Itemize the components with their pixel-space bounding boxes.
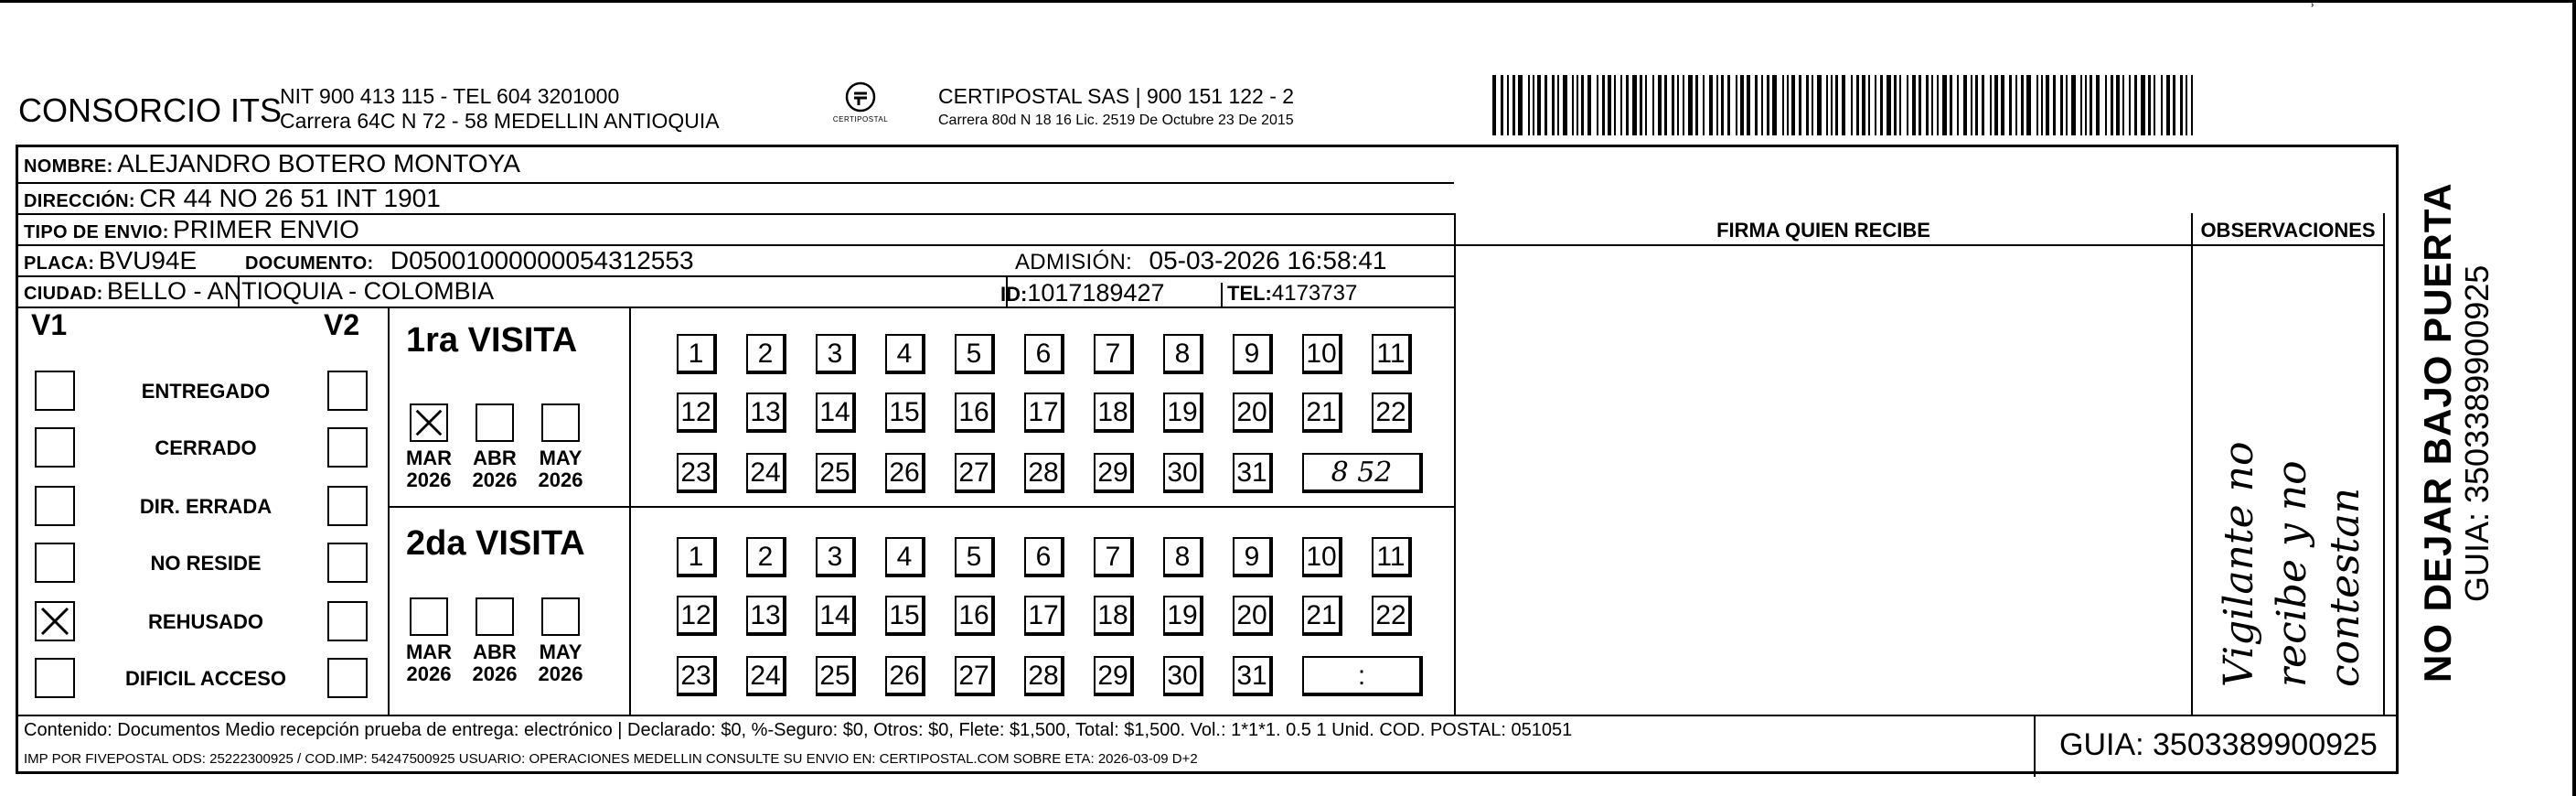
day-box[interactable]: 4 xyxy=(885,537,925,577)
day-box[interactable]: 15 xyxy=(885,596,925,636)
tel-divider xyxy=(1221,283,1223,307)
barcode-bar xyxy=(1664,75,1667,135)
day-box[interactable]: 3 xyxy=(816,537,856,577)
barcode-bar xyxy=(2186,75,2187,135)
day-box[interactable]: 18 xyxy=(1094,596,1134,636)
day-box[interactable]: 25 xyxy=(816,453,856,493)
company-nit-line: NIT 900 413 115 - TEL 604 3201000 xyxy=(280,84,620,108)
day-box[interactable]: 8 xyxy=(1163,537,1203,577)
barcode-bar xyxy=(2080,75,2082,135)
barcode-bar xyxy=(2071,75,2076,135)
barcode-bar xyxy=(2046,75,2049,135)
v1-checkbox[interactable] xyxy=(35,371,75,411)
month-checkbox[interactable] xyxy=(410,597,448,636)
barcode-bar xyxy=(2021,75,2024,135)
barcode-bar xyxy=(1632,75,1637,135)
barcode-bar xyxy=(2009,75,2012,135)
day-box[interactable]: 21 xyxy=(1302,596,1342,636)
day-box[interactable]: 27 xyxy=(955,656,995,696)
barcode-bar xyxy=(2154,75,2155,135)
footer-contents: Contenido: Documentos Medio recepción prueba de entrega: electrónico | Declarado: $0, %-Seguro: $0, Otros: $0, Flete: $1,500, Total: $1,500. Vol.: 1*1*1. 0.5 1 Unid. COD. POSTAL: 051051 xyxy=(24,720,1573,740)
day-box[interactable]: 8 xyxy=(1163,334,1203,374)
barcode-bar xyxy=(2096,75,2100,135)
v2-checkbox[interactable] xyxy=(327,371,368,411)
barcode-bar xyxy=(1597,75,1598,135)
barcode-bar xyxy=(1716,75,1718,135)
barcode-bar xyxy=(2161,75,2163,135)
direccion-row xyxy=(24,184,441,213)
barcode-bar xyxy=(1851,75,1853,135)
id-cell xyxy=(1000,279,1165,307)
day-box[interactable]: 28 xyxy=(1024,453,1064,493)
day-box[interactable]: 29 xyxy=(1094,656,1134,696)
barcode-bar xyxy=(1581,75,1584,135)
barcode-bar xyxy=(1727,75,1730,135)
guia-box-divider xyxy=(2034,715,2036,777)
obs-right-divider xyxy=(2383,213,2385,715)
day-box[interactable]: 3 xyxy=(816,334,856,374)
day-box[interactable]: 5 xyxy=(955,537,995,577)
ciudad-cell xyxy=(24,277,494,306)
day-box[interactable]: 29 xyxy=(1094,453,1134,493)
day-box[interactable]: 10 xyxy=(1302,334,1342,374)
barcode-bar xyxy=(2053,75,2056,135)
barcode-bar xyxy=(1695,75,1698,135)
barcode-bar xyxy=(1880,75,1883,135)
barcode-bar xyxy=(2015,75,2017,135)
barcode-bar xyxy=(1926,75,1929,135)
barcode-bar xyxy=(1812,75,1813,135)
barcode-bar xyxy=(1971,75,1972,135)
barcode-bar xyxy=(1842,75,1845,135)
barcode-bar xyxy=(1772,75,1777,135)
barcode-bar xyxy=(1907,75,1908,135)
visit-mid-divider xyxy=(629,307,631,715)
day-box[interactable]: 9 xyxy=(1233,334,1273,374)
month-label: MAY 2026 xyxy=(538,640,583,685)
barcode-bar xyxy=(1528,75,1530,135)
v2-checkbox[interactable] xyxy=(327,658,368,698)
visit1-title: 1ra VISITA xyxy=(406,321,578,360)
day-box[interactable]: 31 xyxy=(1233,656,1273,696)
day-box[interactable]: 14 xyxy=(816,393,856,433)
barcode-bar xyxy=(2001,75,2004,135)
day-box[interactable]: 30 xyxy=(1163,656,1203,696)
company-info xyxy=(280,84,720,134)
obs-line-2: recibe y no xyxy=(2269,460,2315,687)
barcode-bar xyxy=(2148,75,2151,135)
visit-divider xyxy=(388,506,1454,508)
month-checkbox[interactable] xyxy=(541,403,580,442)
id-value: 1017189427 xyxy=(1027,279,1165,307)
nombre-value: ALEJANDRO BOTERO MONTOYA xyxy=(117,149,520,177)
v1-label: V1 xyxy=(31,308,68,341)
barcode xyxy=(1492,75,2213,135)
v1-checkbox[interactable] xyxy=(35,658,75,698)
barcode-bar xyxy=(2111,75,2113,135)
tel-value: 4173737 xyxy=(1271,281,1358,306)
barcode-bar xyxy=(1658,75,1662,135)
corner-mark: ʾ xyxy=(2309,0,2316,23)
direccion-label: DIRECCIÓN: xyxy=(24,191,135,211)
nombre-label: NOMBRE: xyxy=(24,156,113,177)
barcode-bar xyxy=(1806,75,1809,135)
barcode-bar xyxy=(2066,75,2068,135)
month-label: MAY 2026 xyxy=(538,446,583,491)
documento-label: DOCUMENTO: xyxy=(245,253,374,274)
observaciones-title: OBSERVACIONES xyxy=(2200,219,2376,242)
barcode-bar xyxy=(1501,75,1503,135)
barcode-bar xyxy=(1721,75,1724,135)
barcode-bar xyxy=(1887,75,1891,135)
month-label: ABR 2026 xyxy=(472,640,518,685)
barcode-bar xyxy=(1787,75,1789,135)
admision-label: ADMISIÓN: xyxy=(1015,250,1133,274)
v2-label: V2 xyxy=(324,308,360,341)
barcode-bar xyxy=(2116,75,2120,135)
status-label: DIR. ERRADA xyxy=(139,495,273,518)
barcode-bar xyxy=(1957,75,1959,135)
company-address-line: Carrera 64C N 72 - 58 MEDELLIN ANTIOQUIA xyxy=(280,109,720,133)
barcode-bar xyxy=(2105,75,2107,135)
barcode-bar xyxy=(1990,75,1992,135)
v2-checkbox[interactable] xyxy=(327,427,368,468)
tipo-label: TIPO DE ENVIO: xyxy=(24,222,169,242)
company-name: CONSORCIO ITS xyxy=(18,91,283,129)
day-box[interactable]: 25 xyxy=(816,656,856,696)
month-label: MAR 2026 xyxy=(405,446,453,491)
status-label: REHUSADO xyxy=(148,610,263,633)
visit-left-divider xyxy=(388,307,390,715)
day-box[interactable]: 11 xyxy=(1372,537,1412,577)
barcode-bar xyxy=(1688,75,1693,135)
guia-number: GUIA: 3503389900925 xyxy=(2059,727,2378,762)
status-label: DIFICIL ACCESO xyxy=(124,667,286,690)
placa-cell xyxy=(24,246,197,275)
status-label: ENTREGADO xyxy=(141,380,271,403)
day-box[interactable]: 13 xyxy=(746,393,786,433)
barcode-bar xyxy=(1492,75,1496,135)
barcode-bar xyxy=(2085,75,2087,135)
barcode-bar xyxy=(1602,75,1605,135)
visit2-title: 2da VISITA xyxy=(406,524,585,563)
footer-print-info: IMP POR FIVEPOSTAL ODS: 25222300925 / COD.IMP: 54247500925 USUARIO: OPERACIONES MEDELLIN CONSULTE SU ENVIO EN: CERTIPOSTAL.COM SOBRE ETA: 2026-03-09 D+2 xyxy=(24,751,1198,767)
barcode-bar xyxy=(1640,75,1642,135)
v2-checkbox[interactable] xyxy=(327,543,368,583)
day-box[interactable]: 19 xyxy=(1163,596,1203,636)
firma-left-divider xyxy=(1454,213,1456,715)
barcode-bar xyxy=(1652,75,1654,135)
v2-checkbox[interactable] xyxy=(327,601,368,641)
barcode-bar xyxy=(1577,75,1578,135)
day-box[interactable]: 20 xyxy=(1233,393,1273,433)
day-box[interactable]: 13 xyxy=(746,596,786,636)
day-box[interactable]: 7 xyxy=(1094,537,1134,577)
barcode-bar xyxy=(2036,75,2038,135)
barcode-bar xyxy=(1868,75,1870,135)
barcode-bar xyxy=(1856,75,1859,135)
day-box[interactable]: 12 xyxy=(677,393,717,433)
day-box[interactable]: 14 xyxy=(816,596,856,636)
v2-checkbox[interactable] xyxy=(327,486,368,526)
barcode-bar xyxy=(2191,75,2193,135)
certipostal-name: CERTIPOSTAL SAS | 900 151 122 - 2 xyxy=(938,84,1295,108)
day-box[interactable]: 26 xyxy=(885,656,925,696)
id-label: ID: xyxy=(1000,283,1028,306)
time-field[interactable]: : xyxy=(1302,656,1423,696)
month-checkbox[interactable] xyxy=(476,403,514,442)
month-checkbox[interactable] xyxy=(476,597,514,636)
certipostal-logo-icon xyxy=(842,79,879,115)
v1-checkbox[interactable] xyxy=(35,427,75,468)
day-box[interactable]: 28 xyxy=(1024,656,1064,696)
barcode-bar xyxy=(1677,75,1679,135)
barcode-bar xyxy=(1736,75,1737,135)
day-box[interactable]: 15 xyxy=(885,393,925,433)
barcode-bar xyxy=(2026,75,2031,135)
barcode-bar xyxy=(1817,75,1822,135)
barcode-bar xyxy=(2129,75,2131,135)
day-box[interactable]: 23 xyxy=(677,453,717,493)
placa-label: PLACA: xyxy=(24,253,95,274)
tipo-row xyxy=(24,215,359,244)
barcode-bar xyxy=(1982,75,1984,135)
barcode-bar xyxy=(1799,75,1801,135)
barcode-bar xyxy=(1767,75,1769,135)
status-label: CERRADO xyxy=(155,436,257,459)
obs-line-3: contestan xyxy=(2322,487,2368,687)
barcode-bar xyxy=(1533,75,1534,135)
documento-value: D05001000000054312553 xyxy=(390,246,694,274)
logo-text: CERTIPOSTAL xyxy=(832,115,889,124)
barcode-bar xyxy=(2060,75,2063,135)
day-box[interactable]: 1 xyxy=(677,537,717,577)
barcode-bar xyxy=(1919,75,1921,135)
ciudad-value: BELLO - ANTIOQUIA - COLOMBIA xyxy=(107,277,495,305)
day-box[interactable]: 17 xyxy=(1024,393,1064,433)
v1-checkbox[interactable] xyxy=(35,486,75,526)
day-box[interactable]: 16 xyxy=(955,596,995,636)
barcode-bar xyxy=(2141,75,2145,135)
barcode-bar xyxy=(1975,75,1978,135)
day-box[interactable]: 18 xyxy=(1094,393,1134,433)
barcode-bar xyxy=(1572,75,1574,135)
tel-cell xyxy=(1227,281,1357,307)
day-box[interactable]: 2 xyxy=(746,537,786,577)
barcode-bar xyxy=(1518,75,1523,135)
barcode-bar xyxy=(1672,75,1674,135)
barcode-bar xyxy=(1782,75,1784,135)
ciudad-label: CIUDAD: xyxy=(24,284,103,304)
day-box[interactable]: 23 xyxy=(677,656,717,696)
no-dejar-notice: NO DEJAR BAJO PUERTA xyxy=(2416,182,2459,683)
day-box[interactable]: 26 xyxy=(885,453,925,493)
barcode-bar xyxy=(1912,75,1916,135)
barcode-bar xyxy=(1709,75,1713,135)
footer-divider xyxy=(18,715,2396,716)
barcode-bar xyxy=(2173,75,2175,135)
day-box[interactable]: 31 xyxy=(1233,453,1273,493)
barcode-bar xyxy=(1963,75,1967,135)
day-box[interactable]: 6 xyxy=(1024,334,1064,374)
barcode-bar xyxy=(1755,75,1758,135)
admision-cell xyxy=(1015,246,1387,275)
time-field[interactable]: 8 52 xyxy=(1302,453,1423,493)
month-label: ABR 2026 xyxy=(472,446,518,491)
barcode-bar xyxy=(1740,75,1744,135)
tel-label: TEL: xyxy=(1227,282,1272,305)
barcode-bar xyxy=(2166,75,2170,135)
barcode-bar xyxy=(1894,75,1897,135)
barcode-bar xyxy=(2134,75,2137,135)
observaciones-handwritten xyxy=(2213,442,2372,688)
barcode-bar xyxy=(1835,75,1838,135)
day-box[interactable]: 27 xyxy=(955,453,995,493)
barcode-bar xyxy=(1545,75,1547,135)
day-box[interactable]: 9 xyxy=(1233,537,1273,577)
barcode-bar xyxy=(1942,75,1947,135)
direccion-value: CR 44 NO 26 51 INT 1901 xyxy=(139,184,441,212)
day-box[interactable]: 6 xyxy=(1024,537,1064,577)
barcode-bar xyxy=(1950,75,1952,135)
barcode-bar xyxy=(2122,75,2124,135)
barcode-bar xyxy=(1552,75,1555,135)
barcode-bar xyxy=(1512,75,1515,135)
barcode-bar xyxy=(2180,75,2183,135)
row-divider xyxy=(18,307,1454,308)
nombre-row xyxy=(24,149,520,178)
day-box[interactable]: 21 xyxy=(1302,393,1342,433)
v1-checkbox[interactable] xyxy=(35,601,75,641)
barcode-bar xyxy=(1507,75,1509,135)
barcode-bar xyxy=(1563,75,1567,135)
barcode-bar xyxy=(1937,75,1939,135)
month-checkbox[interactable] xyxy=(541,597,580,636)
day-box[interactable]: 5 xyxy=(955,334,995,374)
barcode-bar xyxy=(1831,75,1833,135)
day-box[interactable]: 17 xyxy=(1024,596,1064,636)
certipostal-license: Carrera 80d N 18 16 Lic. 2519 De Octubre 23 De 2015 xyxy=(938,113,1294,128)
barcode-bar xyxy=(1931,75,1933,135)
barcode-bar xyxy=(1761,75,1763,135)
barcode-bar xyxy=(1587,75,1591,135)
day-box[interactable]: 1 xyxy=(677,334,717,374)
delivery-form xyxy=(16,145,2399,774)
barcode-bar xyxy=(1862,75,1865,135)
obs-left-divider xyxy=(2191,213,2193,715)
barcode-bar xyxy=(1703,75,1705,135)
barcode-bar xyxy=(2090,75,2092,135)
barcode-bar xyxy=(1791,75,1795,135)
day-box[interactable]: 11 xyxy=(1372,334,1412,374)
barcode-bar xyxy=(1608,75,1611,135)
status-label: NO RESIDE xyxy=(150,552,262,575)
day-box[interactable]: 12 xyxy=(677,596,717,636)
barcode-bar xyxy=(1614,75,1616,135)
barcode-bar xyxy=(1826,75,1828,135)
day-box[interactable]: 19 xyxy=(1163,393,1203,433)
barcode-bar xyxy=(1683,75,1684,135)
barcode-bar xyxy=(1994,75,1998,135)
day-box[interactable]: 7 xyxy=(1094,334,1134,374)
month-label: MAR 2026 xyxy=(405,640,453,685)
day-box[interactable]: 22 xyxy=(1372,596,1412,636)
barcode-bar xyxy=(2041,75,2043,135)
barcode-bar xyxy=(1557,75,1559,135)
firma-title: FIRMA QUIEN RECIBE xyxy=(1716,219,1930,242)
placa-value: BVU94E xyxy=(98,246,198,274)
day-box[interactable]: 4 xyxy=(885,334,925,374)
tipo-value: PRIMER ENVIO xyxy=(173,215,359,243)
day-box[interactable]: 24 xyxy=(746,656,786,696)
day-box[interactable]: 2 xyxy=(746,334,786,374)
day-box[interactable]: 20 xyxy=(1233,596,1273,636)
day-box[interactable]: 22 xyxy=(1372,393,1412,433)
admision-value: 05-03-2026 16:58:41 xyxy=(1149,246,1387,274)
documento-cell xyxy=(245,246,694,275)
barcode-bar xyxy=(1899,75,1901,135)
side-guia: GUIA: 3503389900925 xyxy=(2458,264,2496,602)
obs-line-1: Vigilante no xyxy=(2216,441,2262,687)
barcode-bar xyxy=(1620,75,1622,135)
barcode-bar xyxy=(1645,75,1647,135)
month-checkbox[interactable] xyxy=(410,403,448,442)
day-box[interactable]: 30 xyxy=(1163,453,1203,493)
day-box[interactable]: 24 xyxy=(746,453,786,493)
barcode-bar xyxy=(1537,75,1541,135)
v1-checkbox[interactable] xyxy=(35,543,75,583)
day-box[interactable]: 10 xyxy=(1302,537,1342,577)
day-box[interactable]: 16 xyxy=(955,393,995,433)
barcode-bar xyxy=(1875,75,1876,135)
certipostal-logo xyxy=(817,79,904,139)
barcode-bar xyxy=(1626,75,1629,135)
barcode-bar xyxy=(1747,75,1750,135)
